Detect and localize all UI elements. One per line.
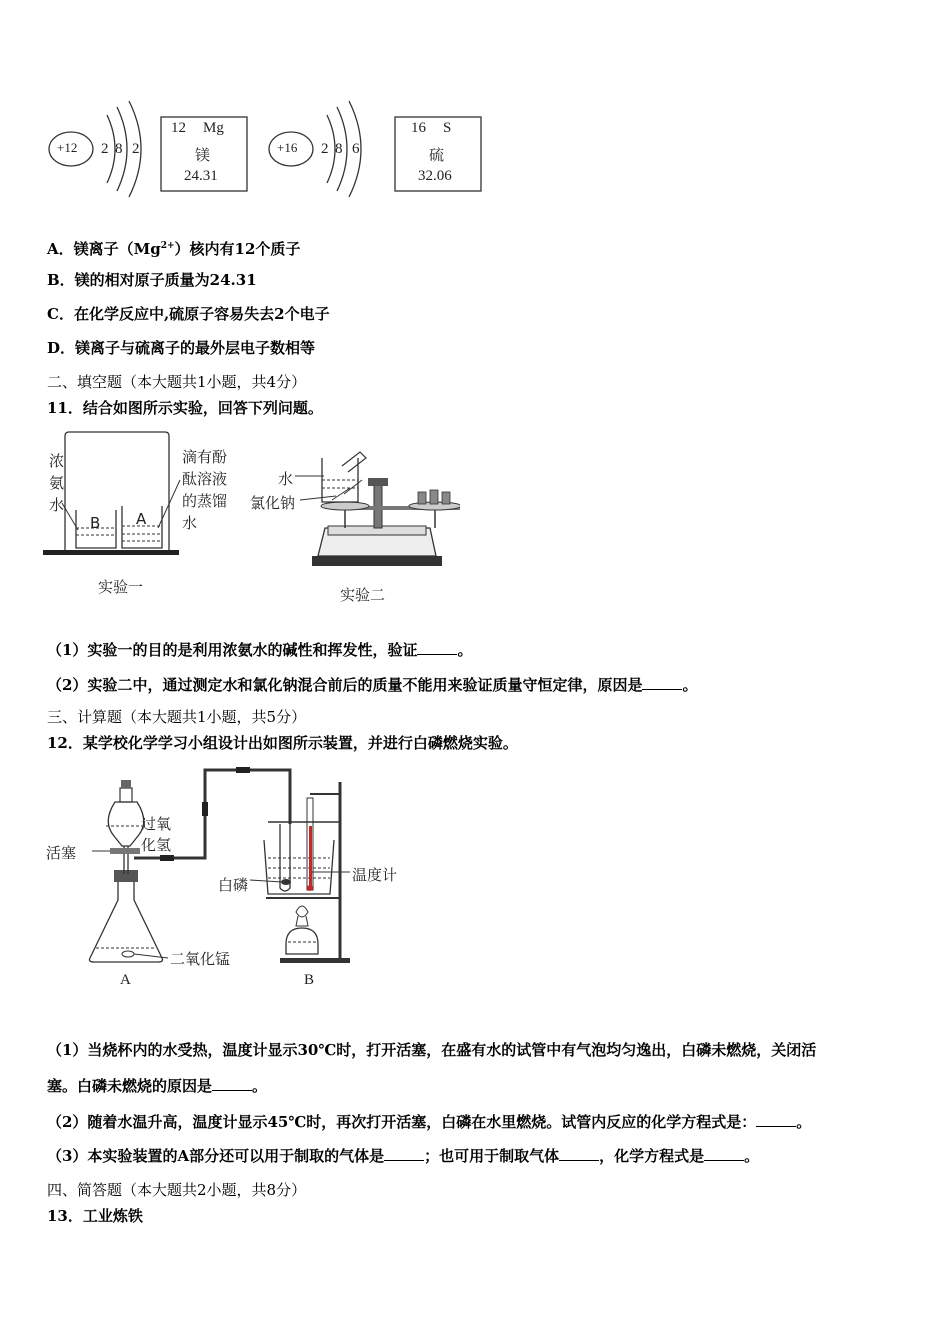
s-symbol: S [443,120,452,136]
mg-shell-3-count: 2 [132,141,140,157]
iron-stand-base [280,958,350,963]
mg-shell-2-count: 8 [115,141,123,157]
conc-ammonia-label: 浓 氨 水 [49,452,65,514]
q11-part-1-blank[interactable] [417,640,457,655]
bell-jar [65,432,169,550]
stopcock [110,848,140,854]
apparatus-a-label: A [120,972,131,988]
option-a-suffix: ）核内有12个质子 [174,240,301,258]
hydrogen-peroxide-label: 过氧 化氢 [141,815,172,854]
option-b: B．镁的相对原子质量为24.31 [47,271,257,289]
q12-part-2-blank[interactable] [756,1112,796,1127]
mg-nucleus-charge: +12 [57,140,78,155]
figure-12 [40,762,420,997]
q12-part-2: （2）随着水温升高，温度计显示45℃时，再次打开活塞，白磷在水里燃烧。试管内反应的化学方程式是： 。 [47,1113,812,1131]
separatory-funnel [108,802,144,846]
alcohol-lamp [286,928,318,954]
white-phosphorus [281,879,291,885]
option-a [47,236,300,259]
beaker-b-label: B [90,514,101,532]
section-4-heading: 四、简答题（本大题共2小题，共8分） [47,1181,307,1199]
s-nucleus-charge: +16 [277,140,298,155]
atom-structure-figure [45,95,495,205]
q12-part-3-blank-2[interactable] [559,1146,599,1161]
left-pan [321,502,369,510]
q12-part-1-line-1: （1）当烧杯内的水受热，温度计显示30℃时，打开活塞，在盛有水的试管中有气泡均匀逸出，白磷未燃烧，关闭活 [47,1041,817,1059]
sodium-chloride-label: 氯化钠 [250,494,296,512]
mg-atomic-number: 12 [171,120,186,136]
mg-atomic-mass: 24.31 [184,168,218,184]
section-2-heading: 二、填空题（本大题共1小题，共4分） [47,373,307,391]
atom-diagrams-svg [45,95,495,205]
option-c: C．在化学反应中,硫原子容易失去2个电子 [47,305,330,323]
q11-part-1: （1）实验一的目的是利用浓氨水的碱性和挥发性，验证 。 [47,641,473,659]
s-atomic-mass: 32.06 [418,168,452,184]
q12-part-1-blank[interactable] [212,1076,252,1091]
s-name: 硫 [429,148,445,164]
option-a-prefix: A．镁离子（Mg [47,240,161,258]
section-3-heading: 三、计算题（本大题共1小题，共5分） [47,708,307,726]
mg-shell-1-count: 2 [101,141,109,157]
s-atomic-number: 16 [411,120,426,136]
experiment-1-caption: 实验一 [98,578,144,596]
apparatus-b-label: B [304,972,315,988]
flask-stopper [114,870,138,882]
question-12-stem: 12．某学校化学学习小组设计出如图所示装置，并进行白磷燃烧实验。 [47,734,518,752]
water-bath-beaker [264,840,334,894]
figure-11 [40,428,460,613]
thermometer-label: 温度计 [352,866,398,884]
balance-base [312,556,442,566]
s-shell-1-count: 2 [321,141,329,157]
mg-symbol: Mg [203,120,224,136]
s-shell-3-count: 6 [352,141,360,157]
option-d: D．镁离子与硫离子的最外层电子数相等 [47,339,316,357]
bench-surface [43,550,179,555]
question-11-stem: 11．结合如图所示实验，回答下列问题。 [47,399,323,417]
mg-name: 镁 [195,148,211,164]
q11-part-2: （2）实验二中，通过测定水和氯化钠混合前后的质量不能用来验证质量守恒定律，原因是 。 [47,676,698,694]
beaker-a-label: A [136,510,147,528]
stopcock-label: 活塞 [46,844,77,862]
erlenmeyer-flask [90,880,163,962]
question-13-stem: 13．工业炼铁 [47,1207,143,1225]
q12-part-1-line-2: 塞。白磷未燃烧的原因是 。 [47,1077,268,1095]
white-phosphorus-label: 白磷 [218,876,249,894]
s-shell-2-count: 8 [335,141,343,157]
q12-part-3-blank-3[interactable] [704,1146,744,1161]
q12-part-3: （3）本实验装置的A部分还可以用于制取的气体是 ；也可用于制取气体 ，化学方程式是 。 [47,1147,760,1165]
option-a-superscript: 2+ [160,241,175,251]
water-label: 水 [278,470,294,488]
phenolphthalein-water-label: 滴有酚 酞溶液 的蒸馏 水 [182,448,228,532]
q11-part-2-blank[interactable] [642,675,682,690]
q12-part-3-blank-1[interactable] [384,1146,424,1161]
manganese-dioxide-label: 二氧化锰 [170,950,231,968]
experiment-2-caption: 实验二 [340,586,386,604]
